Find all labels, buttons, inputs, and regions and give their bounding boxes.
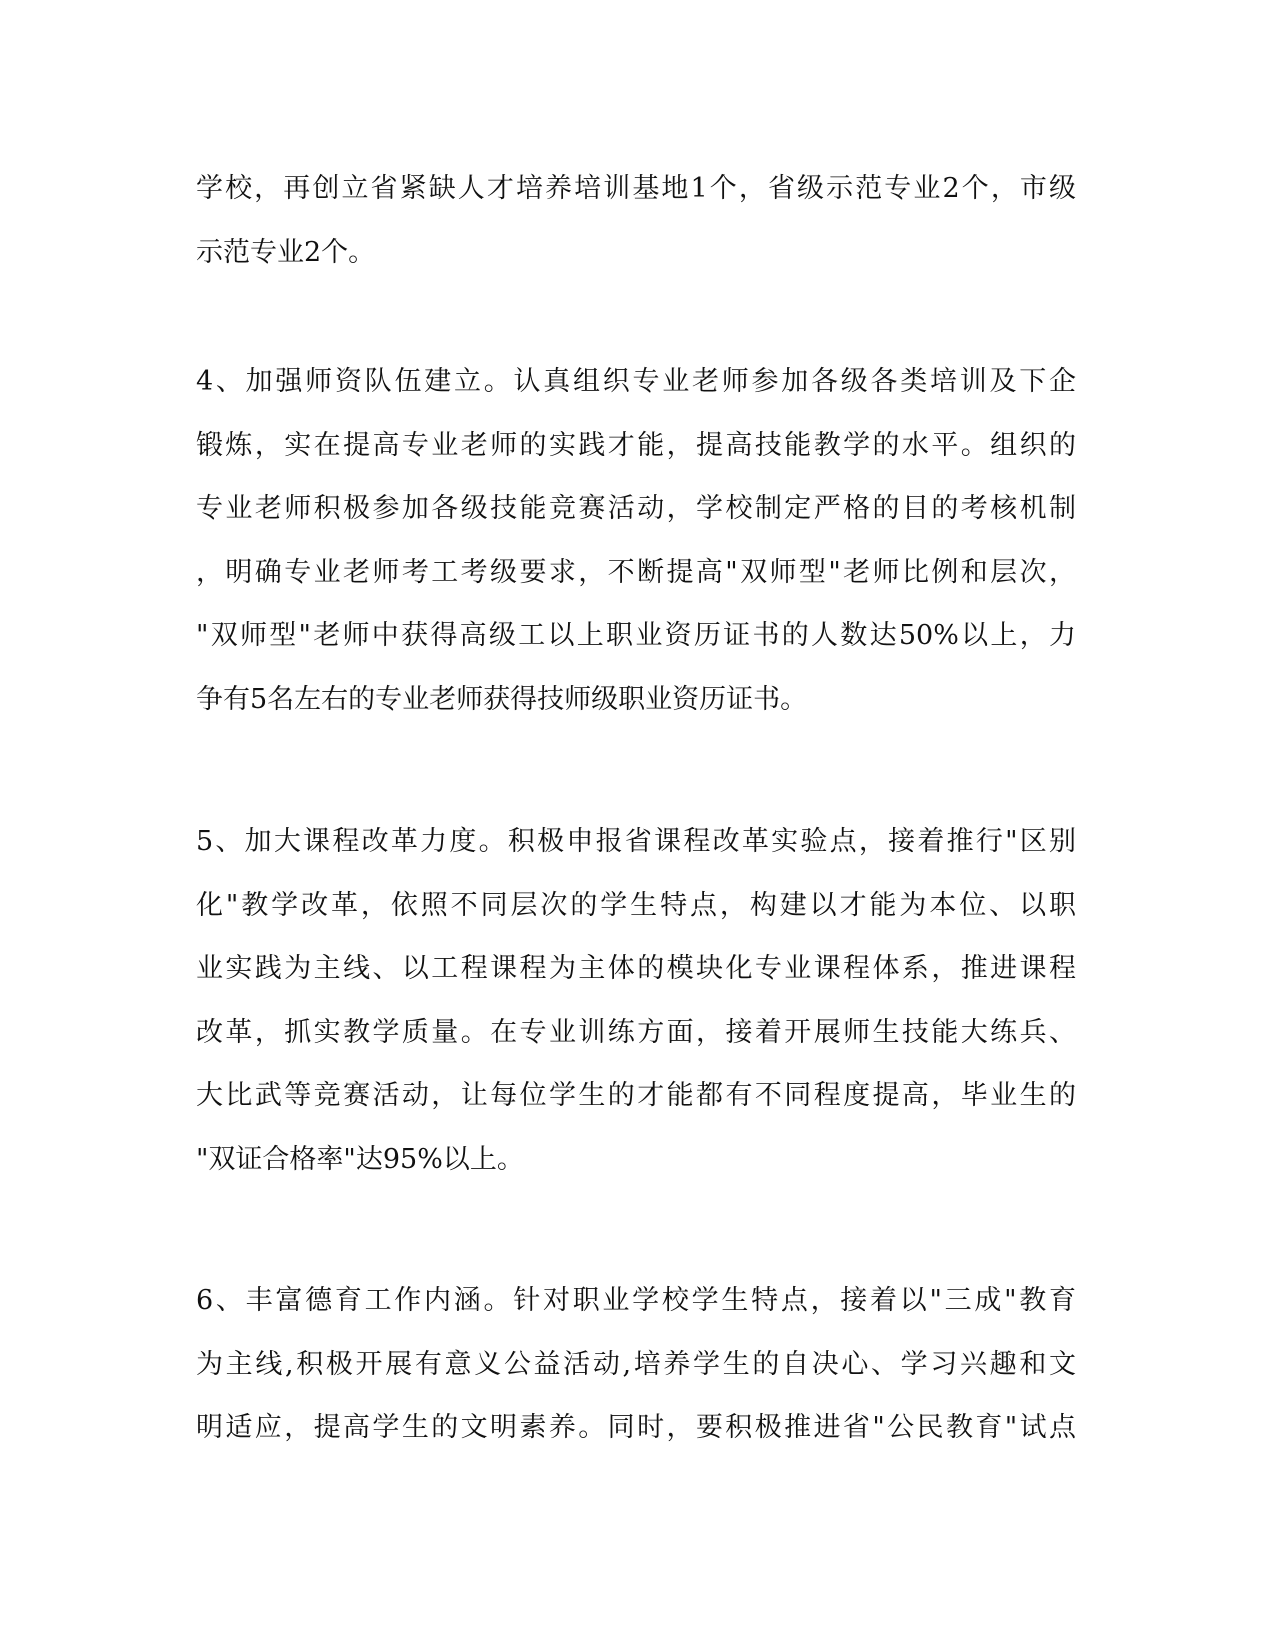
text-line: 6、丰富德育工作内涵。针对职业学校学生特点，接着以"三成"教育 — [196, 1285, 1076, 1316]
text-line: "双证合格率"达95%以上。 — [196, 1143, 524, 1175]
paragraph-moral-education — [196, 1269, 1076, 1460]
text-line: 改革，抓实教学质量。在专业训练方面，接着开展师生技能大练兵、 — [196, 1016, 1076, 1048]
paragraph-curriculum-reform — [196, 810, 1076, 1191]
text-line: 专业老师积极参加各级技能竞赛活动，学校制定严格的目的考核机制 — [196, 493, 1076, 524]
text-line: 化"教学改革，依照不同层次的学生特点，构建以才能为本位、以职 — [196, 889, 1076, 921]
text-line: 示范专业2个。 — [196, 236, 376, 268]
text-line: "双师型"老师中获得高级工以上职业资历证书的人数达50%以上，力 — [196, 620, 1076, 651]
paragraph-teacher-team — [196, 350, 1076, 731]
text-line: 大比武等竞赛活动，让每位学生的才能都有不同程度提高，毕业生的 — [196, 1080, 1076, 1111]
text-line: 锻炼，实在提高专业老师的实践才能，提高技能教学的水平。组织的 — [196, 429, 1076, 461]
text-line: 明适应，提高学生的文明素养。同时，要积极推进省"公民教育"试点 — [196, 1412, 1076, 1443]
paragraph-continuation — [196, 157, 1076, 284]
text-line: 5、加大课程改革力度。积极申报省课程改革实验点，接着推行"区别 — [196, 826, 1076, 857]
text-line: ，明确专业老师考工考级要求，不断提高"双师型"老师比例和层次， — [196, 556, 1076, 588]
text-line: 4、加强师资队伍建立。认真组织专业老师参加各级各类培训及下企 — [196, 366, 1076, 397]
text-line: 为主线,积极开展有意义公益活动,培养学生的自决心、学习兴趣和文 — [196, 1348, 1076, 1380]
text-line: 业实践为主线、以工程课程为主体的模块化专业课程体系，推进课程 — [196, 953, 1076, 984]
text-line: 学校，再创立省紧缺人才培养培训基地1个，省级示范专业2个，市级 — [196, 173, 1076, 204]
text-line: 争有5名左右的专业老师获得技师级职业资历证书。 — [196, 683, 808, 715]
